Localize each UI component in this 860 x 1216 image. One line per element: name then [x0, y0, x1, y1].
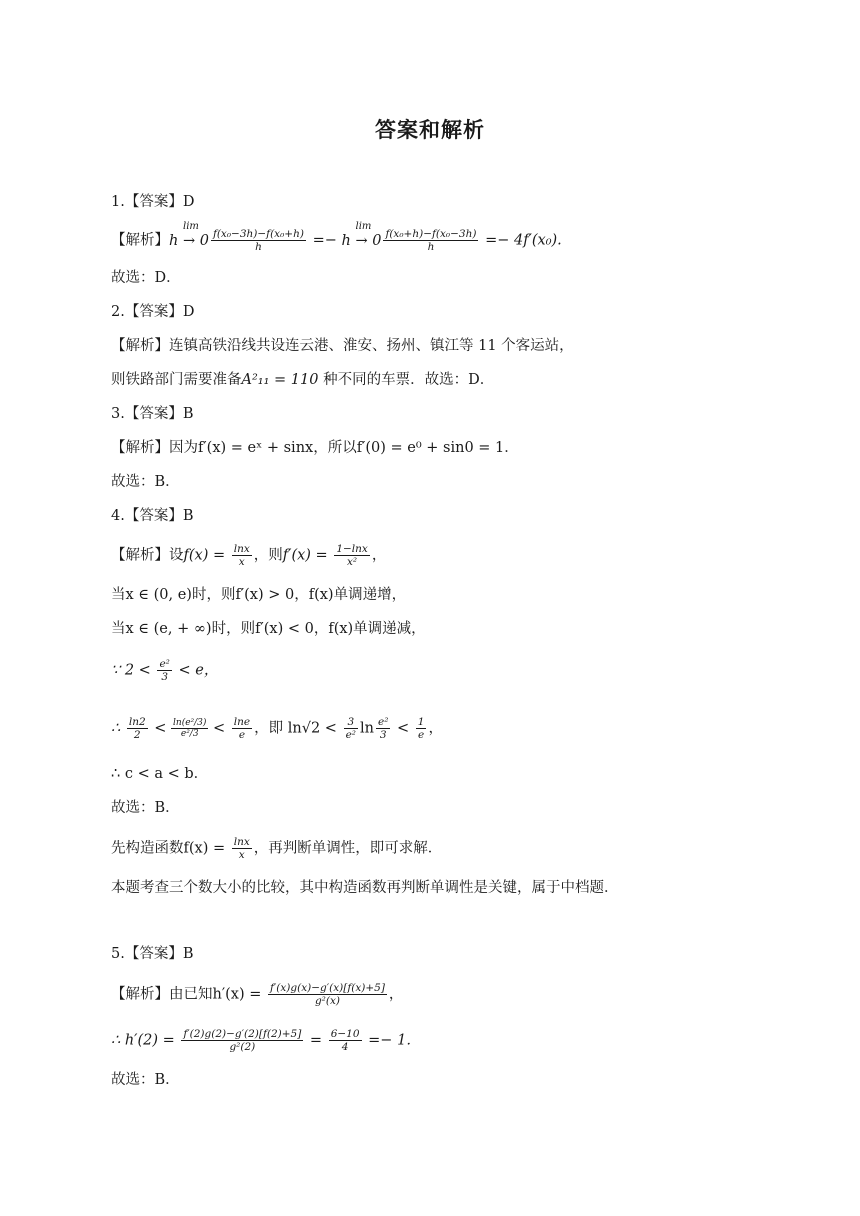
permutation-expression: A²₁₁ = 110: [241, 372, 319, 388]
q2-analysis-line1: 【解析】连镇高铁沿线共设连云港、淮安、扬州、镇江等 11 个客运站，: [111, 338, 574, 354]
text: ∴ h′(2) =: [111, 1032, 180, 1049]
text: < e，: [173, 662, 219, 679]
text: 先构造函数f(x) =: [111, 840, 230, 857]
fraction-numerator: lnx: [233, 836, 250, 848]
q5-answer: 5.【答案】B: [111, 946, 194, 962]
text: ，: [371, 547, 387, 564]
lim-subscript: h → 0: [169, 232, 209, 249]
fraction: [329, 1028, 362, 1053]
fraction-numerator: lnx: [233, 543, 250, 555]
fraction: [376, 716, 390, 741]
lim-word: lim: [355, 220, 372, 232]
fraction-denominator: g²(x): [314, 995, 340, 1007]
fraction-numerator: 1−lnx: [336, 543, 368, 555]
q1-conclusion: 故选：D．: [111, 270, 181, 286]
text: 则铁路部门需要准备: [111, 372, 242, 388]
analysis-label: 【解析】: [111, 232, 169, 249]
page-title: 答案和解析: [375, 118, 485, 142]
fraction-denominator: e²/3: [180, 729, 199, 739]
fraction: [181, 1028, 303, 1053]
q4-because: [111, 658, 218, 683]
q3-conclusion: 故选：B．: [111, 474, 180, 490]
q2-analysis-line2: [111, 370, 494, 390]
fraction-numerator: lne: [233, 716, 251, 728]
q3-answer: 3.【答案】B: [111, 406, 194, 422]
fraction-denominator: x: [238, 556, 245, 568]
fraction-numerator: e²: [159, 658, 170, 670]
fraction: [334, 543, 370, 568]
text: ∴: [111, 720, 125, 737]
fraction-numerator: e²: [377, 716, 389, 728]
limit-expression-1: [169, 220, 209, 251]
q4-answer: 4.【答案】B: [111, 508, 194, 524]
fraction-denominator: 3: [379, 729, 387, 741]
fraction-denominator: 2: [133, 729, 141, 741]
fraction-denominator: 4: [341, 1041, 349, 1053]
limit-expression-2: [341, 220, 382, 251]
text: ∵ 2 <: [111, 662, 156, 679]
text: <: [149, 720, 172, 737]
fraction: [232, 716, 252, 741]
fraction-denominator: h: [255, 241, 262, 253]
q5-compute: [111, 1028, 421, 1053]
text: ，: [388, 986, 404, 1003]
text: =− 1．: [363, 1032, 421, 1049]
q4-therefore: [111, 716, 443, 741]
q1-answer: 1.【答案】D: [111, 194, 195, 210]
fraction-numerator: 3: [344, 716, 358, 729]
q3-analysis: 【解析】因为f′(x) = eˣ + sinx，所以f′(0) = e⁰ + sin0 = 1．: [111, 440, 519, 456]
q1-analysis: [111, 220, 562, 253]
fraction: [157, 658, 171, 683]
q4-conclusion: 故选：B．: [111, 800, 180, 816]
text: 种不同的车票．故选：D．: [318, 372, 495, 388]
lim-subscript: h → 0: [341, 232, 382, 249]
fraction-numerator: f′(x)g(x)−g′(x)[f(x)+5]: [270, 982, 385, 994]
fraction-1: [211, 228, 306, 253]
text: ，则: [253, 547, 283, 564]
nested-fraction: [171, 718, 208, 739]
fraction-denominator: e: [418, 729, 425, 741]
fraction-numerator: ln2: [128, 716, 146, 728]
fraction-denominator: e²: [345, 729, 356, 741]
derivative-name: f′(x) =: [282, 547, 333, 564]
lim-word: lim: [183, 220, 199, 232]
fraction-denominator: 3: [161, 671, 168, 683]
text: ，再判断单调性，即可求解．: [253, 840, 443, 857]
fraction-denominator: x: [238, 849, 245, 861]
fraction-numerator: f′(2)g(2)−g′(2)[f(2)+5]: [183, 1028, 302, 1040]
q4-increasing: 当x ∈ (0, e)时，则f′(x) > 0，f(x)单调递增，: [111, 587, 407, 603]
fraction-2: [383, 228, 478, 253]
fraction: [232, 836, 252, 861]
function-name: f(x) =: [183, 547, 230, 564]
text: ln: [360, 720, 374, 737]
q2-answer: 2.【答案】D: [111, 304, 195, 320]
q4-method: [111, 836, 442, 861]
fraction-denominator: e: [238, 729, 246, 741]
text: ，: [428, 720, 443, 737]
fraction-numerator: 6−10: [330, 1028, 360, 1040]
fraction-numerator: f(x₀+h)−f(x₀−3h): [385, 228, 477, 240]
fraction-denominator: g²(2): [229, 1041, 256, 1053]
fraction: [344, 716, 358, 741]
text: =: [305, 1032, 327, 1049]
q4-analysis-def: [111, 543, 386, 568]
fraction-numerator: f(x₀−3h)−f(x₀+h): [212, 228, 304, 240]
fraction: [416, 716, 427, 741]
fraction: [127, 716, 148, 741]
text: 【解析】设: [111, 547, 184, 564]
q4-decreasing: 当x ∈ (e, + ∞)时，则f′(x) < 0，f(x)单调递减，: [111, 621, 426, 637]
fraction-numerator: ln(e²/3): [173, 718, 207, 728]
q4-comment: 本题考查三个数大小的比较，其中构造函数再判断单调性是关键，属于中档题．: [111, 880, 619, 896]
text: 【解析】由已知h′(x) =: [111, 986, 266, 1003]
fraction: [268, 982, 387, 1007]
text: ，即 ln√2 <: [254, 720, 342, 737]
q5-analysis: [111, 982, 403, 1007]
fraction: [232, 543, 252, 568]
text: <: [392, 720, 414, 737]
result-expression: =− 4f′(x₀).: [480, 232, 562, 249]
fraction-denominator: x²: [347, 556, 358, 568]
fraction-denominator: h: [427, 241, 435, 253]
text: <: [208, 720, 230, 737]
fraction-numerator: 1: [417, 716, 425, 728]
q5-conclusion: 故选：B．: [111, 1072, 180, 1088]
equals-minus: =−: [307, 232, 342, 249]
q4-result: ∴ c < a < b．: [111, 766, 209, 782]
